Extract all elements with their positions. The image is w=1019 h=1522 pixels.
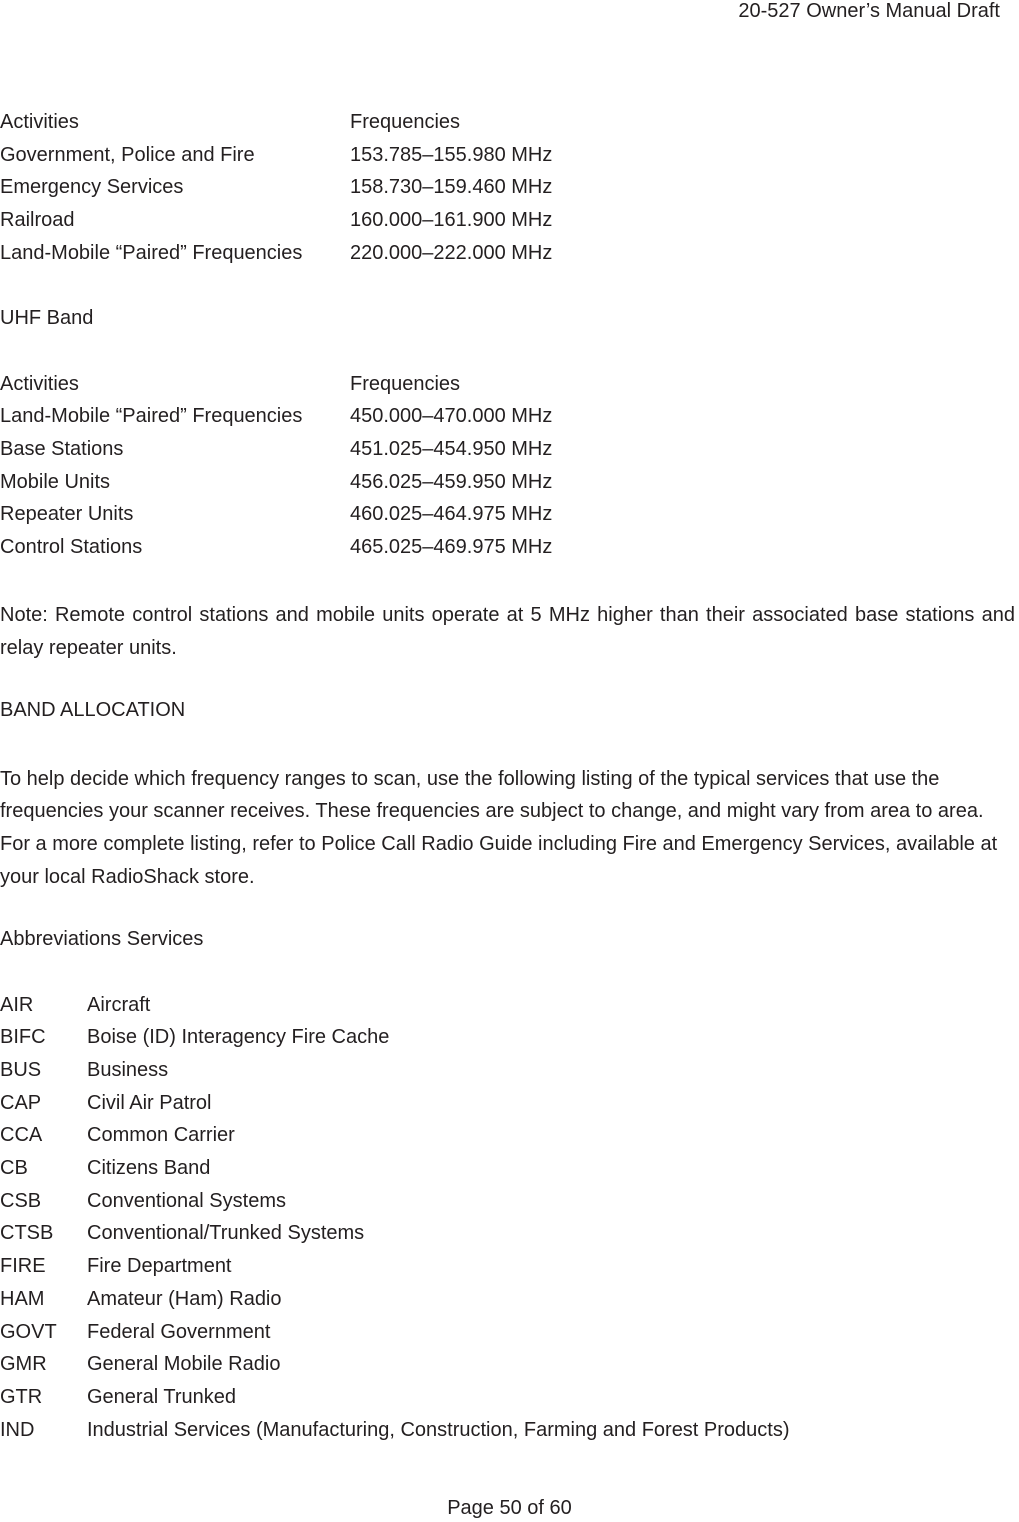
- service-name: General Trunked: [87, 1385, 236, 1408]
- frequency-cell: 451.025–454.950 MHz: [350, 437, 553, 460]
- frequency-cell: 450.000–470.000 MHz: [350, 405, 553, 428]
- service-name: Fire Department: [87, 1255, 232, 1278]
- service-name: Amateur (Ham) Radio: [87, 1287, 282, 1310]
- list-item: [0, 1090, 1019, 1123]
- abbreviation: CSB: [0, 1189, 42, 1212]
- vhf-table: [0, 109, 1019, 272]
- abbreviation: HAM: [0, 1287, 45, 1310]
- service-name: General Mobile Radio: [87, 1353, 281, 1376]
- activity-cell: Land-Mobile “Paired” Frequencies: [0, 241, 303, 264]
- frequency-cell: 160.000–161.900 MHz: [350, 209, 553, 232]
- list-item: [0, 1253, 1019, 1286]
- note-paragraph: Note: Remote control stations and mobile units operate at 5 MHz higher than their associated base stations and relay repeater units.: [0, 604, 1015, 660]
- frequency-cell: 465.025–469.975 MHz: [350, 535, 553, 558]
- list-item: [0, 1417, 1019, 1450]
- frequency-cell: 220.000–222.000 MHz: [350, 241, 553, 264]
- service-name: Common Carrier: [87, 1124, 235, 1147]
- activity-cell: Railroad: [0, 209, 75, 232]
- activity-cell: Base Stations: [0, 437, 124, 460]
- abbreviation: BIFC: [0, 1026, 46, 1049]
- column-header-frequencies: Frequencies: [350, 372, 461, 395]
- vhf-table-header: [0, 109, 1019, 142]
- service-name: Conventional/Trunked Systems: [87, 1222, 365, 1245]
- service-name: Conventional Systems: [87, 1189, 286, 1212]
- activity-cell: Control Stations: [0, 535, 143, 558]
- column-header-activities: Activities: [0, 111, 79, 133]
- activity-cell: Mobile Units: [0, 470, 111, 493]
- table-row: [0, 403, 1019, 436]
- list-item: [0, 1188, 1019, 1221]
- abbreviations-heading: Abbreviations Services: [0, 928, 204, 951]
- activity-cell: Land-Mobile “Paired” Frequencies: [0, 405, 303, 428]
- table-row: [0, 501, 1019, 534]
- table-row: [0, 534, 1019, 567]
- abbreviations-list: [0, 992, 1019, 1450]
- list-item: [0, 1057, 1019, 1090]
- abbreviation: CCA: [0, 1124, 43, 1147]
- abbreviation: FIRE: [0, 1255, 46, 1278]
- activity-cell: Emergency Services: [0, 176, 184, 199]
- abbreviation: AIR: [0, 993, 34, 1016]
- abbreviation: GMR: [0, 1353, 47, 1376]
- list-item: [0, 1286, 1019, 1319]
- band-allocation-heading: BAND ALLOCATION: [0, 699, 186, 722]
- list-item: [0, 1220, 1019, 1253]
- activity-cell: Repeater Units: [0, 503, 134, 526]
- page-header: 20-527 Owner’s Manual Draft: [738, 0, 1000, 22]
- uhf-table: [0, 371, 1019, 567]
- table-row: [0, 142, 1019, 175]
- service-name: Federal Government: [87, 1320, 271, 1343]
- frequency-cell: 460.025–464.975 MHz: [350, 503, 553, 526]
- table-row: [0, 207, 1019, 240]
- uhf-heading: UHF Band: [0, 307, 94, 330]
- service-name: Civil Air Patrol: [87, 1091, 212, 1114]
- list-item: [0, 1384, 1019, 1417]
- band-allocation-paragraph: To help decide which frequency ranges to scan, use the following listing of the typical services that use the frequencies your scanner receives. These frequencies are subject to change, and might vary from area to area. For a more complete listing, refer to Police Call Radio Guide including Fire and Emergency Services, available at your local RadioShack store.: [0, 767, 998, 888]
- activity-cell: Government, Police and Fire: [0, 143, 255, 166]
- list-item: [0, 1319, 1019, 1352]
- list-item: [0, 1155, 1019, 1188]
- service-name: Industrial Services (Manufacturing, Construction, Farming and Forest Products): [87, 1418, 790, 1441]
- abbreviation: CTSB: [0, 1222, 54, 1245]
- abbreviation: CB: [0, 1157, 28, 1180]
- frequency-cell: 456.025–459.950 MHz: [350, 470, 553, 493]
- service-name: Aircraft: [87, 993, 151, 1016]
- service-name: Business: [87, 1059, 169, 1082]
- service-name: Boise (ID) Interagency Fire Cache: [87, 1026, 390, 1049]
- frequency-cell: 158.730–159.460 MHz: [350, 176, 553, 199]
- column-header-activities: Activities: [0, 372, 79, 395]
- page-number: Page 50 of 60: [447, 1497, 572, 1519]
- list-item: [0, 992, 1019, 1025]
- uhf-table-header: [0, 371, 1019, 404]
- frequency-cell: 153.785–155.980 MHz: [350, 143, 553, 166]
- column-header-frequencies: Frequencies: [350, 111, 461, 133]
- abbreviation: IND: [0, 1418, 35, 1441]
- list-item: [0, 1122, 1019, 1155]
- list-item: [0, 1024, 1019, 1057]
- abbreviation: BUS: [0, 1059, 42, 1082]
- table-row: [0, 469, 1019, 502]
- list-item: [0, 1351, 1019, 1384]
- page-content: [0, 109, 1019, 1449]
- service-name: Citizens Band: [87, 1157, 211, 1180]
- abbreviation: CAP: [0, 1091, 42, 1114]
- table-row: [0, 174, 1019, 207]
- abbreviation: GOVT: [0, 1320, 57, 1343]
- table-row: [0, 240, 1019, 273]
- table-row: [0, 436, 1019, 469]
- abbreviation: GTR: [0, 1385, 43, 1408]
